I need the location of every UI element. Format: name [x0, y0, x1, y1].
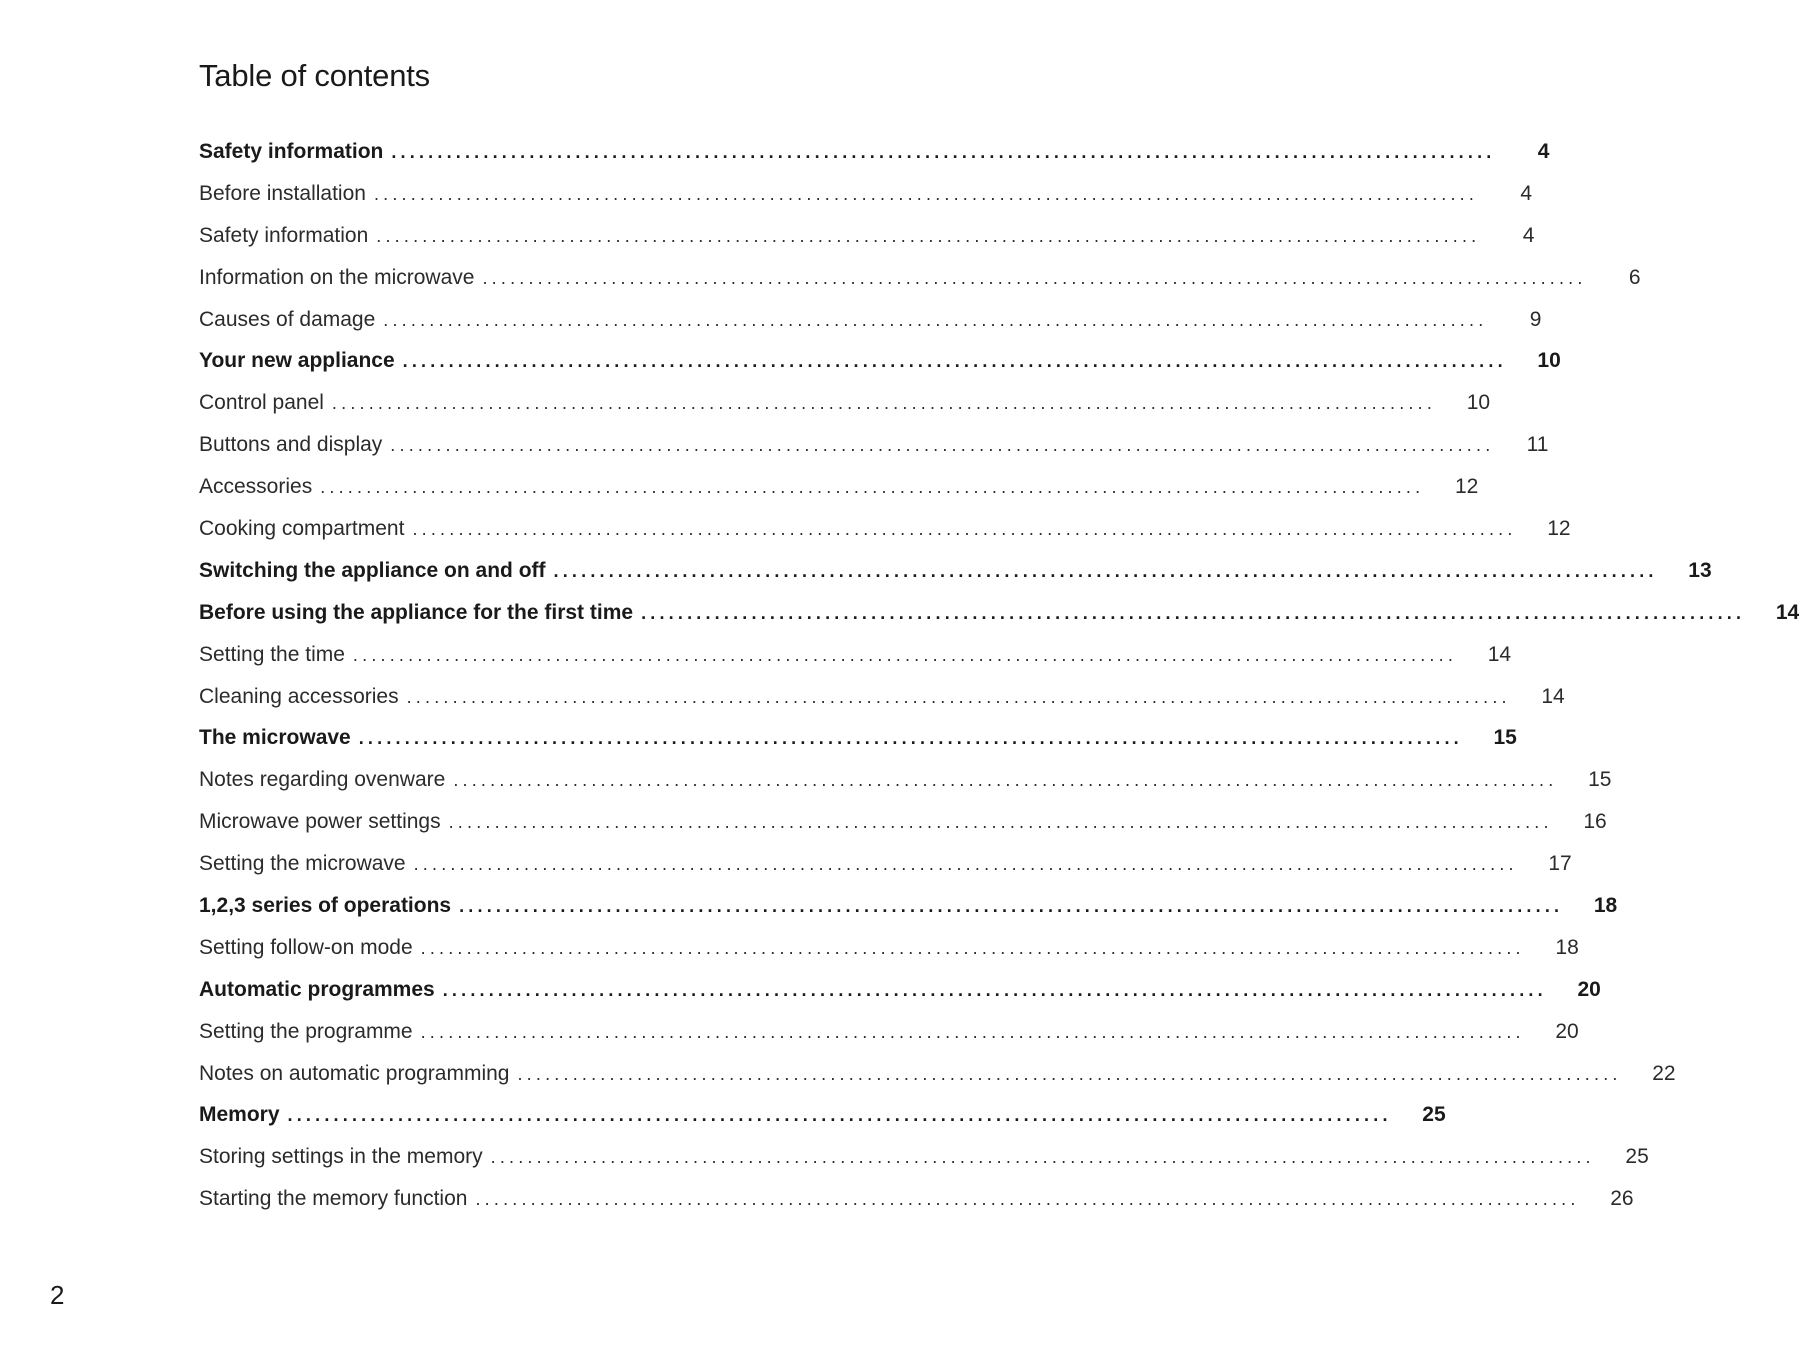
toc-section-entry[interactable]	[199, 717, 1517, 759]
toc-entry-title: Setting the microwave	[199, 852, 406, 876]
toc-subsection-entry[interactable]	[199, 299, 1542, 341]
toc-dot-leader: ........................................................................................................................	[413, 854, 1518, 875]
toc-dot-leader: ........................................................................................................................	[358, 728, 1463, 749]
toc-subsection-entry[interactable]	[199, 1178, 1634, 1220]
toc-entry-title: Cleaning accessories	[199, 684, 399, 708]
toc-entry-title: Setting the programme	[199, 1019, 413, 1043]
toc-entry-page: 10	[1466, 391, 1491, 415]
toc-entry-title: Before installation	[199, 181, 366, 205]
toc-section-entry[interactable]	[199, 969, 1601, 1011]
toc-entry-page: 13	[1688, 558, 1712, 582]
toc-entry-page: 20	[1555, 1019, 1579, 1043]
toc-entry-page: 4	[1537, 140, 1550, 163]
toc-entry-title: Safety information	[199, 140, 384, 163]
toc-entry-title: Cooking compartment	[199, 517, 405, 541]
toc-dot-leader: ........................................................................................................................	[475, 1189, 1580, 1210]
toc-subsection-entry[interactable]	[199, 424, 1549, 466]
toc-entry-page: 14	[1775, 600, 1799, 624]
toc-entry-page: 4	[1522, 223, 1535, 247]
toc-entry-title: Notes on automatic programming	[199, 1061, 510, 1085]
toc-entry-page: 25	[1422, 1103, 1446, 1127]
toc-dot-leader: ........................................................................................................................	[383, 309, 1488, 330]
toc-entry-title: Information on the microwave	[199, 265, 475, 289]
toc-subsection-entry[interactable]	[199, 843, 1572, 885]
toc-section-entry[interactable]	[199, 550, 1712, 592]
toc-subsection-entry[interactable]	[199, 759, 1612, 801]
toc-subsection-entry[interactable]	[199, 676, 1565, 718]
toc-dot-leader: ........................................................................................................................	[391, 142, 1496, 162]
toc-entry-title: 1,2,3 series of operations	[199, 894, 452, 918]
toc-entry-page: 15	[1493, 726, 1517, 750]
toc-dot-leader: ........................................................................................................................	[331, 393, 1437, 414]
toc-entry-title: Accessories	[199, 475, 313, 499]
toc-dot-leader: ........................................................................................................................	[482, 267, 1587, 288]
toc-entry-page: 25	[1625, 1145, 1649, 1169]
toc-entry-title: Setting the time	[199, 642, 345, 666]
toc-entry-title: Setting follow-on mode	[199, 935, 413, 959]
toc-entry-page: 20	[1577, 977, 1601, 1001]
toc-dot-leader: ........................................................................................................................	[448, 812, 1553, 833]
toc-subsection-entry[interactable]	[199, 927, 1579, 969]
toc-entry-title: Safety information	[199, 223, 369, 247]
toc-entry-title: Your new appliance	[199, 349, 395, 373]
toc-entry-page: 10	[1537, 349, 1561, 373]
toc-entry-page: 6	[1628, 265, 1641, 289]
toc-entry-page: 14	[1541, 684, 1565, 708]
toc-dot-leader: ........................................................................................................................	[453, 770, 1558, 791]
toc-dot-leader: ........................................................................................................................	[412, 519, 1517, 540]
toc-dot-leader: ........................................................................................................................	[641, 602, 1746, 623]
toc-section-entry[interactable]	[199, 131, 1550, 173]
toc-entry-page: 4	[1520, 181, 1533, 205]
toc-subsection-entry[interactable]	[199, 466, 1479, 508]
toc-entry-title: Starting the memory function	[199, 1187, 468, 1211]
toc-subsection-entry[interactable]	[199, 1011, 1579, 1053]
toc-entry-title: Switching the appliance on and off	[199, 558, 546, 582]
toc-entry-page: 17	[1548, 852, 1572, 876]
toc-dot-leader: ........................................................................................................................	[420, 1021, 1525, 1042]
toc-entry-title: Memory	[199, 1103, 280, 1127]
toc-entry-title: Before using the appliance for the first time	[199, 600, 634, 624]
toc-entry-title: Buttons and display	[199, 433, 383, 457]
toc-dot-leader: ........................................................................................................................	[553, 560, 1658, 581]
toc-entry-page: 16	[1583, 810, 1607, 834]
toc-dot-leader: ........................................................................................................................	[517, 1063, 1622, 1084]
toc-subsection-entry[interactable]	[199, 634, 1512, 676]
toc-subsection-entry[interactable]	[199, 508, 1571, 550]
toc-subsection-entry[interactable]	[199, 215, 1535, 257]
toc-subsection-entry[interactable]	[199, 1136, 1649, 1178]
toc-dot-leader: ........................................................................................................................	[406, 686, 1511, 707]
toc-entry-title: Microwave power settings	[199, 810, 441, 834]
toc-dot-leader: ........................................................................................................................	[420, 937, 1525, 958]
toc-dot-leader: ........................................................................................................................	[442, 979, 1547, 1000]
toc-entry-title: Control panel	[199, 391, 324, 415]
toc-section-entry[interactable]	[199, 592, 1799, 634]
toc-section-entry[interactable]	[199, 885, 1618, 927]
toc-entry-title: Notes regarding ovenware	[199, 768, 446, 792]
toc-entry-title: Storing settings in the memory	[199, 1145, 483, 1169]
toc-dot-leader: ........................................................................................................................	[287, 1105, 1392, 1126]
toc-entry-title: The microwave	[199, 726, 351, 750]
toc-dot-leader: ........................................................................................................................	[490, 1147, 1595, 1168]
toc-dot-leader: ........................................................................................................................	[320, 477, 1425, 498]
toc-dot-leader: ........................................................................................................................	[459, 896, 1564, 917]
toc-subsection-entry[interactable]	[199, 1053, 1676, 1095]
table-of-contents	[199, 131, 1799, 1220]
toc-subsection-entry[interactable]	[199, 173, 1533, 215]
toc-section-entry[interactable]	[199, 340, 1561, 382]
toc-entry-page: 14	[1487, 642, 1512, 666]
toc-dot-leader: ........................................................................................................................	[352, 644, 1458, 665]
toc-dot-leader: ........................................................................................................................	[390, 435, 1495, 456]
toc-entry-page: 15	[1588, 768, 1612, 792]
toc-entry-page: 18	[1593, 894, 1618, 918]
toc-entry-page: 12	[1547, 517, 1571, 541]
toc-entry-page: 18	[1555, 935, 1579, 959]
toc-subsection-entry[interactable]	[199, 382, 1491, 424]
toc-subsection-entry[interactable]	[199, 257, 1641, 299]
page-title: Table of contents	[199, 58, 430, 93]
toc-entry-page: 22	[1652, 1061, 1676, 1085]
toc-entry-page: 12	[1454, 475, 1479, 499]
toc-entry-page: 26	[1610, 1187, 1634, 1211]
toc-dot-leader: ........................................................................................................................	[376, 225, 1481, 246]
toc-dot-leader: ........................................................................................................................	[402, 351, 1507, 372]
toc-dot-leader: ........................................................................................................................	[373, 183, 1479, 204]
toc-entry-page: 9	[1529, 307, 1542, 331]
toc-subsection-entry[interactable]	[199, 801, 1607, 843]
toc-entry-page: 11	[1526, 433, 1549, 457]
page-number: 2	[50, 1280, 65, 1310]
toc-entry-title: Automatic programmes	[199, 977, 435, 1001]
toc-entry-title: Causes of damage	[199, 307, 376, 331]
toc-section-entry[interactable]	[199, 1094, 1446, 1136]
